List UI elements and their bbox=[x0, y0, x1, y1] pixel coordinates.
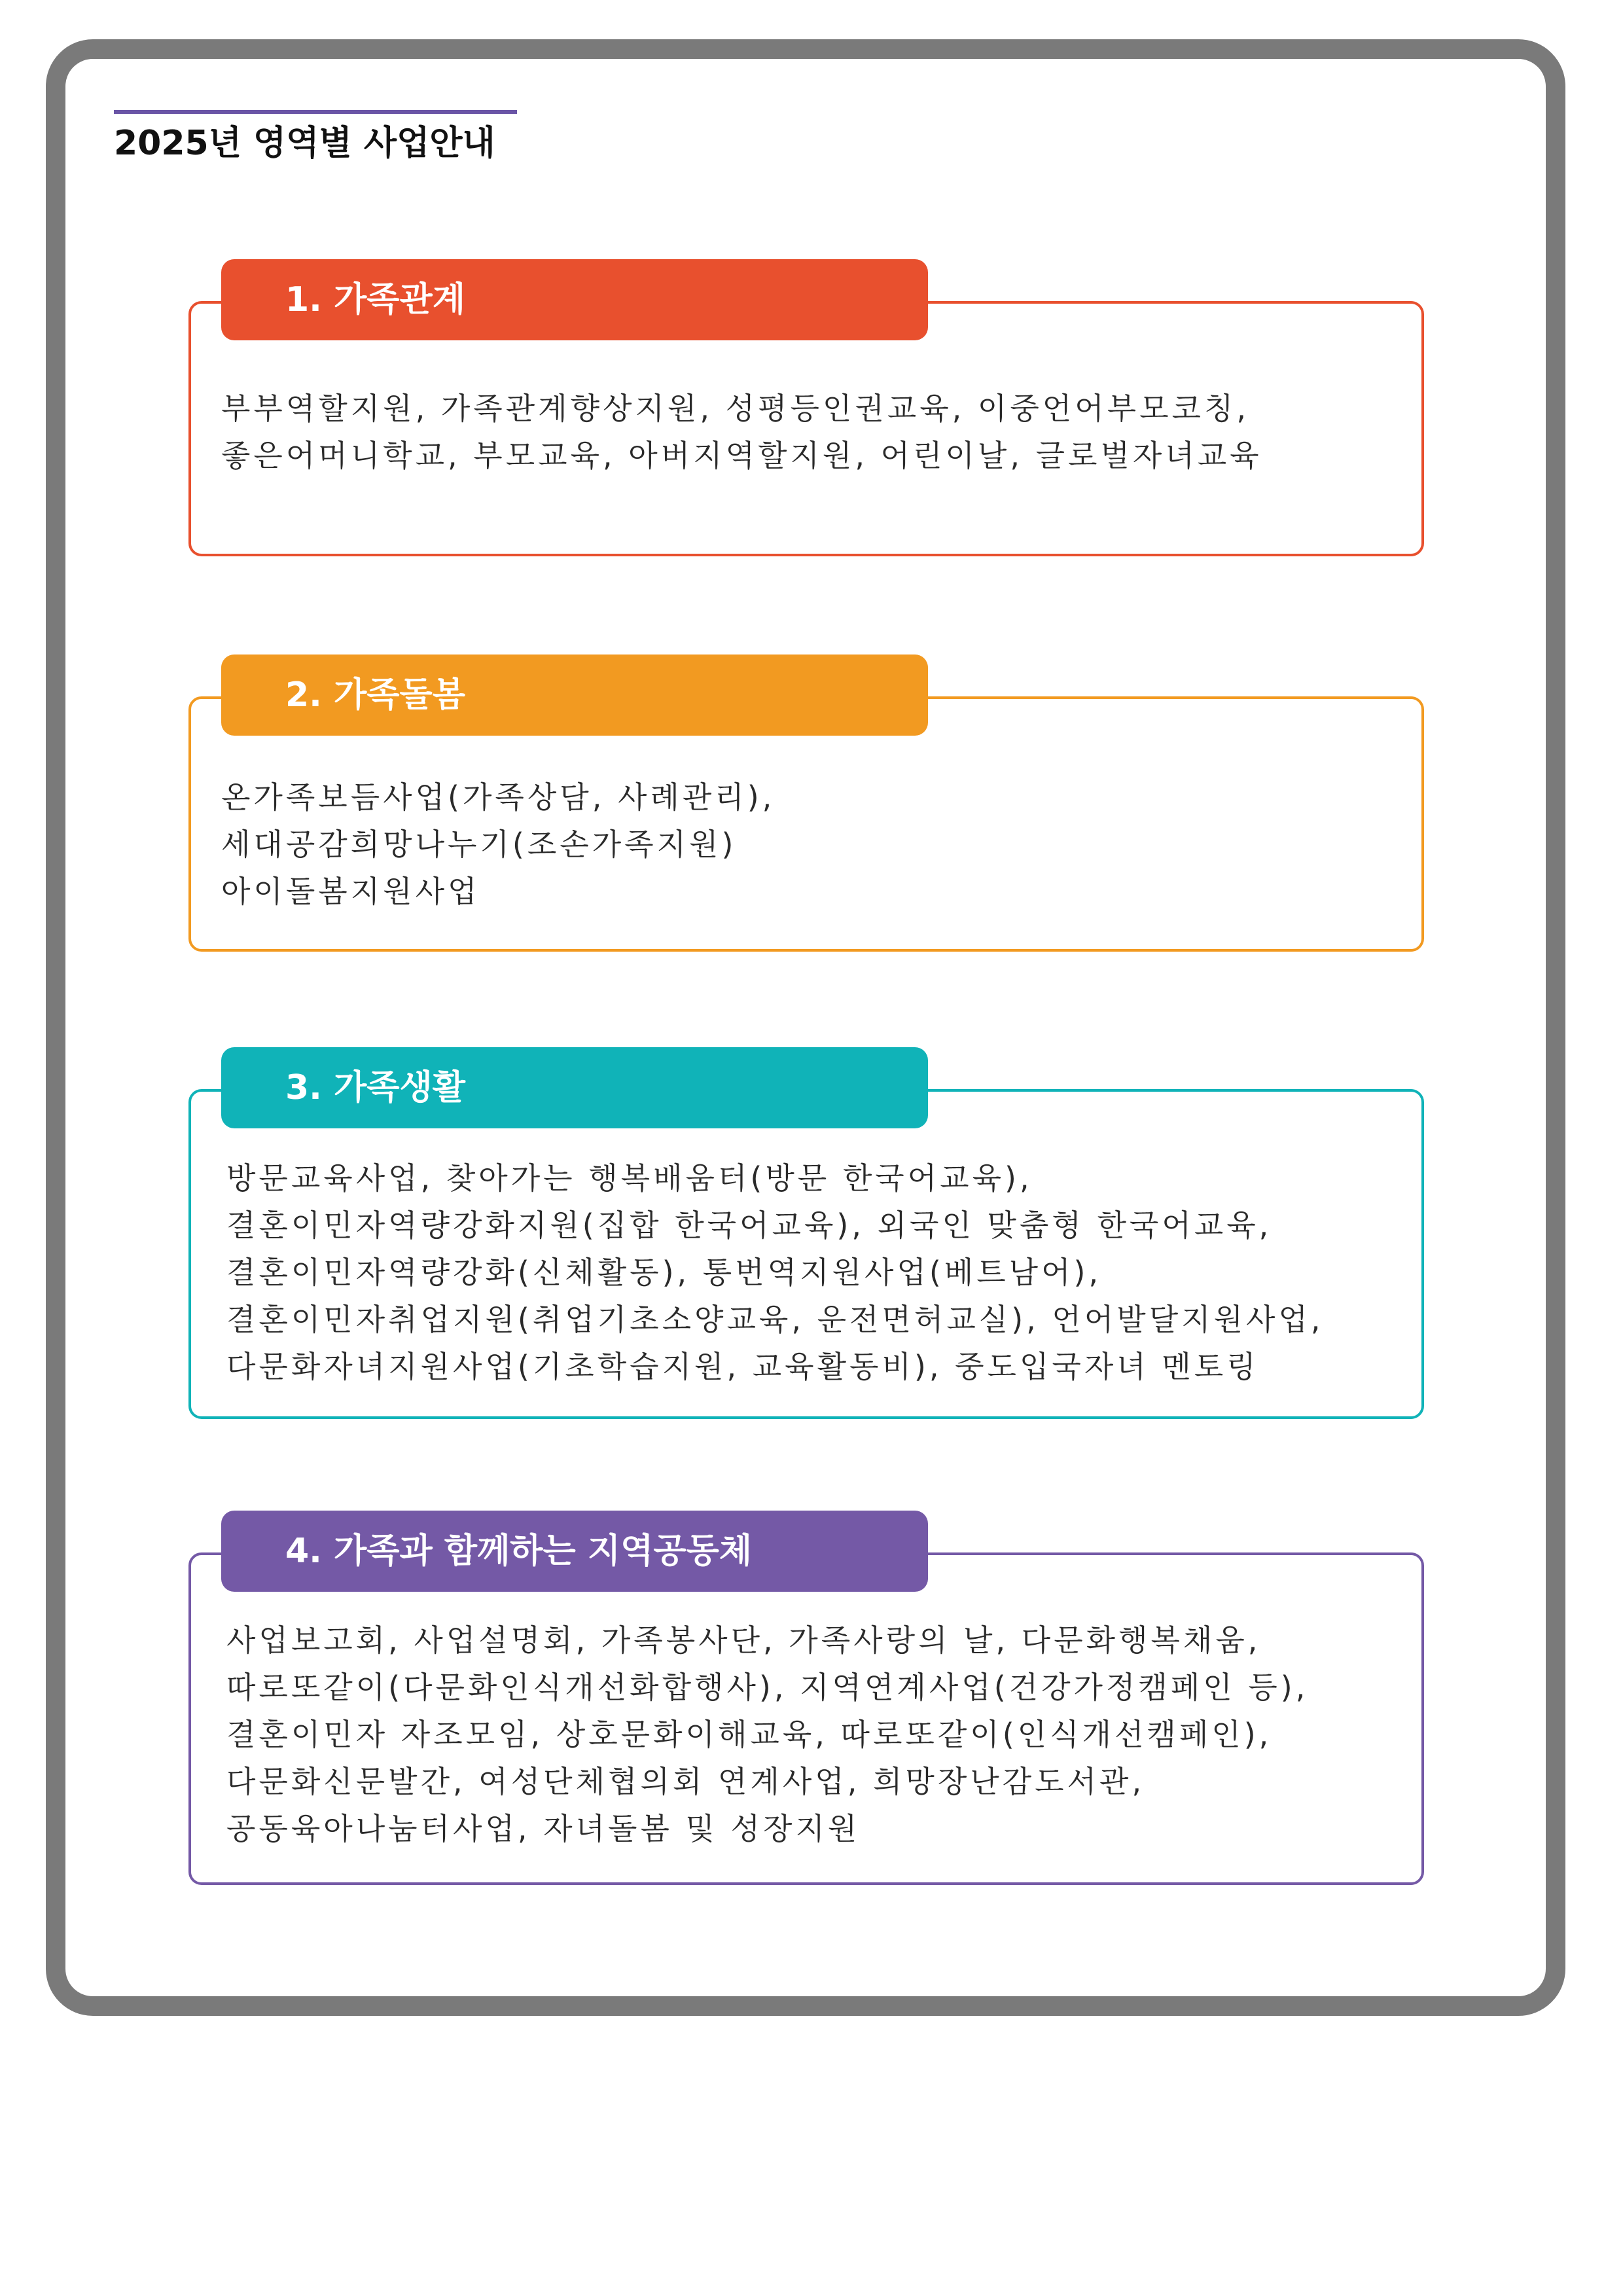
section-line: 다문화자녀지원사업(기초학습지원, 교육활동비), 중도입국자녀 멘토링 bbox=[226, 1349, 1259, 1384]
section-body-community bbox=[226, 1617, 1308, 1852]
section-tab-family-life bbox=[221, 1047, 928, 1128]
section-line: 결혼이민자역량강화(신체활동), 통번역지원사업(베트남어), bbox=[226, 1255, 1102, 1290]
section-tab-family-care bbox=[221, 655, 928, 736]
section-line: 온가족보듬사업(가족상담, 사례관리), bbox=[221, 780, 776, 815]
section-body-family-care bbox=[221, 774, 775, 915]
section-line: 세대공감희망나누기(조손가족지원) bbox=[221, 827, 737, 862]
page-title: 2025년 영역별 사업안내 bbox=[114, 124, 495, 163]
section-line: 결혼이민자역량강화지원(집합 한국어교육), 외국인 맞춤형 한국어교육, bbox=[226, 1208, 1272, 1243]
section-body-family-relations bbox=[221, 385, 1262, 479]
section-line: 따로또같이(다문화인식개선화합행사), 지역연계사업(건강가정캠페인 등), bbox=[226, 1670, 1309, 1705]
title-rule bbox=[114, 110, 517, 114]
section-title: 1. 가족관계 bbox=[285, 280, 465, 319]
section-line: 다문화신문발간, 여성단체협의회 연계사업, 희망장난감도서관, bbox=[226, 1764, 1145, 1799]
section-line: 결혼이민자 자조모임, 상호문화이해교육, 따로또같이(인식개선캠페인), bbox=[226, 1717, 1272, 1752]
section-line: 아이돌봄지원사업 bbox=[221, 874, 480, 909]
section-line: 결혼이민자취업지원(취업기초소양교육, 운전면허교실), 언어발달지원사업, bbox=[226, 1302, 1324, 1337]
section-line: 사업보고회, 사업설명회, 가족봉사단, 가족사랑의 날, 다문화행복채움, bbox=[226, 1623, 1261, 1658]
section-line: 방문교육사업, 찾아가는 행복배움터(방문 한국어교육), bbox=[226, 1160, 1033, 1196]
section-tab-family-relations bbox=[221, 259, 928, 340]
section-line: 공동육아나눔터사업, 자녀돌봄 및 성장지원 bbox=[226, 1811, 861, 1846]
section-title: 4. 가족과 함께하는 지역공동체 bbox=[285, 1532, 753, 1571]
section-line: 부부역할지원, 가족관계향상지원, 성평등인권교육, 이중언어부모코칭, bbox=[221, 391, 1249, 426]
section-title: 3. 가족생활 bbox=[285, 1068, 465, 1107]
section-title: 2. 가족돌봄 bbox=[285, 675, 465, 715]
section-tab-community bbox=[221, 1511, 928, 1592]
section-line: 좋은어머니학교, 부모교육, 아버지역할지원, 어린이날, 글로벌자녀교육 bbox=[221, 438, 1262, 473]
section-body-family-life bbox=[226, 1155, 1324, 1390]
